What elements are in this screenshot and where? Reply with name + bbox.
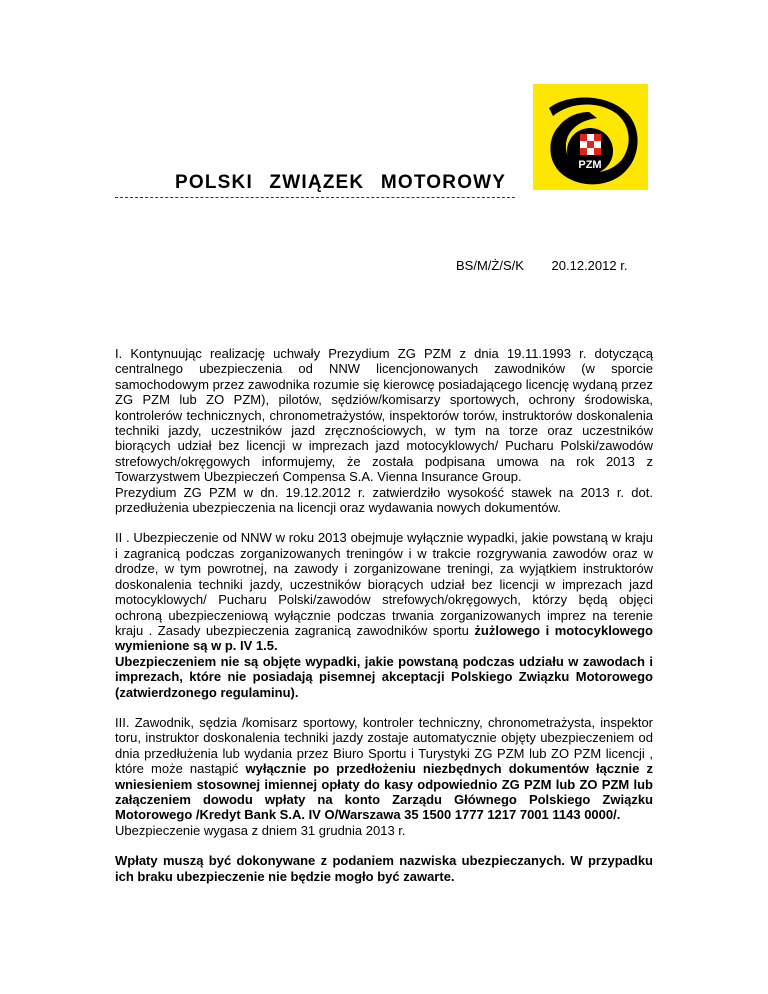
section-3-text: III. Zawodnik, sędzia /komisarz sportowy, kontroler techniczny, chronometrażysta, inspektor toru, instruktor doskonalenia techniki jazdy zostaje automatycznie objęty ubezpieczeniem od dnia przedłużenia lub wydania przez Biuro Sportu i Turystyki ZG PZM lub ZO PZM licencji , które może nastąpić — [115, 714, 653, 777]
section-2-bold-2: Ubezpieczeniem nie są objęte wypadki, jakie powstaną podczas udziału w zawodach i imprezach, które nie posiadają pisemnej akceptacji Polskiego Związku Motorowego (zatwierdzonego regulaminu). — [115, 653, 653, 700]
section-2-bold-1: żużlowego i motocyklowego wymienione są w p. IV 1.5. — [115, 622, 653, 654]
reference-code: BS/M/Ż/S/K — [456, 258, 524, 273]
section-1 — [115, 346, 653, 515]
document-date: 20.12.2012 r. — [551, 258, 628, 273]
section-1-text-2: Prezydium ZG PZM w dn. 19.12.2012 r. zatwierdziło wysokość stawek na 2013 r. dot. przedłużenia ubezpieczenia na licencji oraz wydawania nowych dokumentów. — [115, 484, 653, 516]
section-2 — [115, 530, 653, 699]
reference-line — [456, 258, 627, 273]
checker-pattern — [580, 134, 601, 155]
header-divider — [115, 197, 515, 198]
pzm-logo — [533, 84, 648, 190]
section-1-text: I. Kontynuując realizację uchwały Prezydium ZG PZM z dnia 19.11.1993 r. dotyczącą centralnego ubezpieczenia od NNW licencjonowanych zawodników (w sporcie samochodowym przez zawodnika rozumie się kierowcę posiadającego licencję wydaną przez ZG PZM lub ZO PZM), pilotów, sędziów/komisarzy sportowych, ochrony środowiska, kontrolerów technicznych, chronometrażystów, inspektorów torów, instruktorów doskonalenia techniki jazdy, uczestników jazd zręcznościowych, w tym na torze oraz uczestników biorących udział bez licencji w imprezach jazd motocyklowych/ Pucharu Polski/zawodów strefowych/okręgowych informujemy, że została podpisana umowa na rok 2013 z Towarzystwem Ubezpieczeń Compensa S.A. Vienna Insurance Group. — [115, 346, 653, 485]
document-body — [115, 346, 653, 899]
organization-title: POLSKI ZWIĄZEK MOTOROWY — [175, 172, 507, 193]
section-4 — [115, 853, 653, 884]
section-4-bold: Wpłaty muszą być dokonywane z podaniem nazwiska ubezpieczanych. W przypadku ich braku ubezpieczenie nie będzie mogło być zawarte. — [115, 853, 653, 884]
section-2-text: II . Ubezpieczenie od NNW w roku 2013 obejmuje wyłącznie wypadki, jakie powstaną w kraju i zagranicą podczas zorganizowanych treningów i w trakcie rozgrywania zawodów oraz w drodze, w tym powrotnej, na zawody i zorganizowane treningi, za wyjątkiem instruktorów doskonalenia techniki jazdy, uczestników biorących udział bez licencji w imprezach jazd motocyklowych/ Pucharu Polski/zawodów strefowych/okręgowych, którzy będą objęci ochroną ubezpieczeniową wyłącznie podczas trwania zorganizowanych imprez na terenie kraju . Zasady ubezpieczenia zagranicą zawodników sportu — [115, 530, 653, 638]
logo-text: PZM — [578, 159, 602, 171]
section-3 — [115, 715, 653, 838]
section-3-bold: wyłącznie po przedłożeniu niezbędnych dokumentów łącznie z wniesieniem stosownej imiennej opłaty do kasy odpowiednio ZG PZM lub ZO PZM lub załączeniem dowodu wpłaty na konto Zarządu Głównego Polskiego Związku Motorowego /Kredyt Bank S.A. IV O/Warszawa 35 1500 1777 1217 7001 1143 0000/. — [115, 761, 653, 823]
section-3-text-2: Ubezpieczenie wygasa z dniem 31 grudnia 2013 r. — [115, 822, 406, 838]
